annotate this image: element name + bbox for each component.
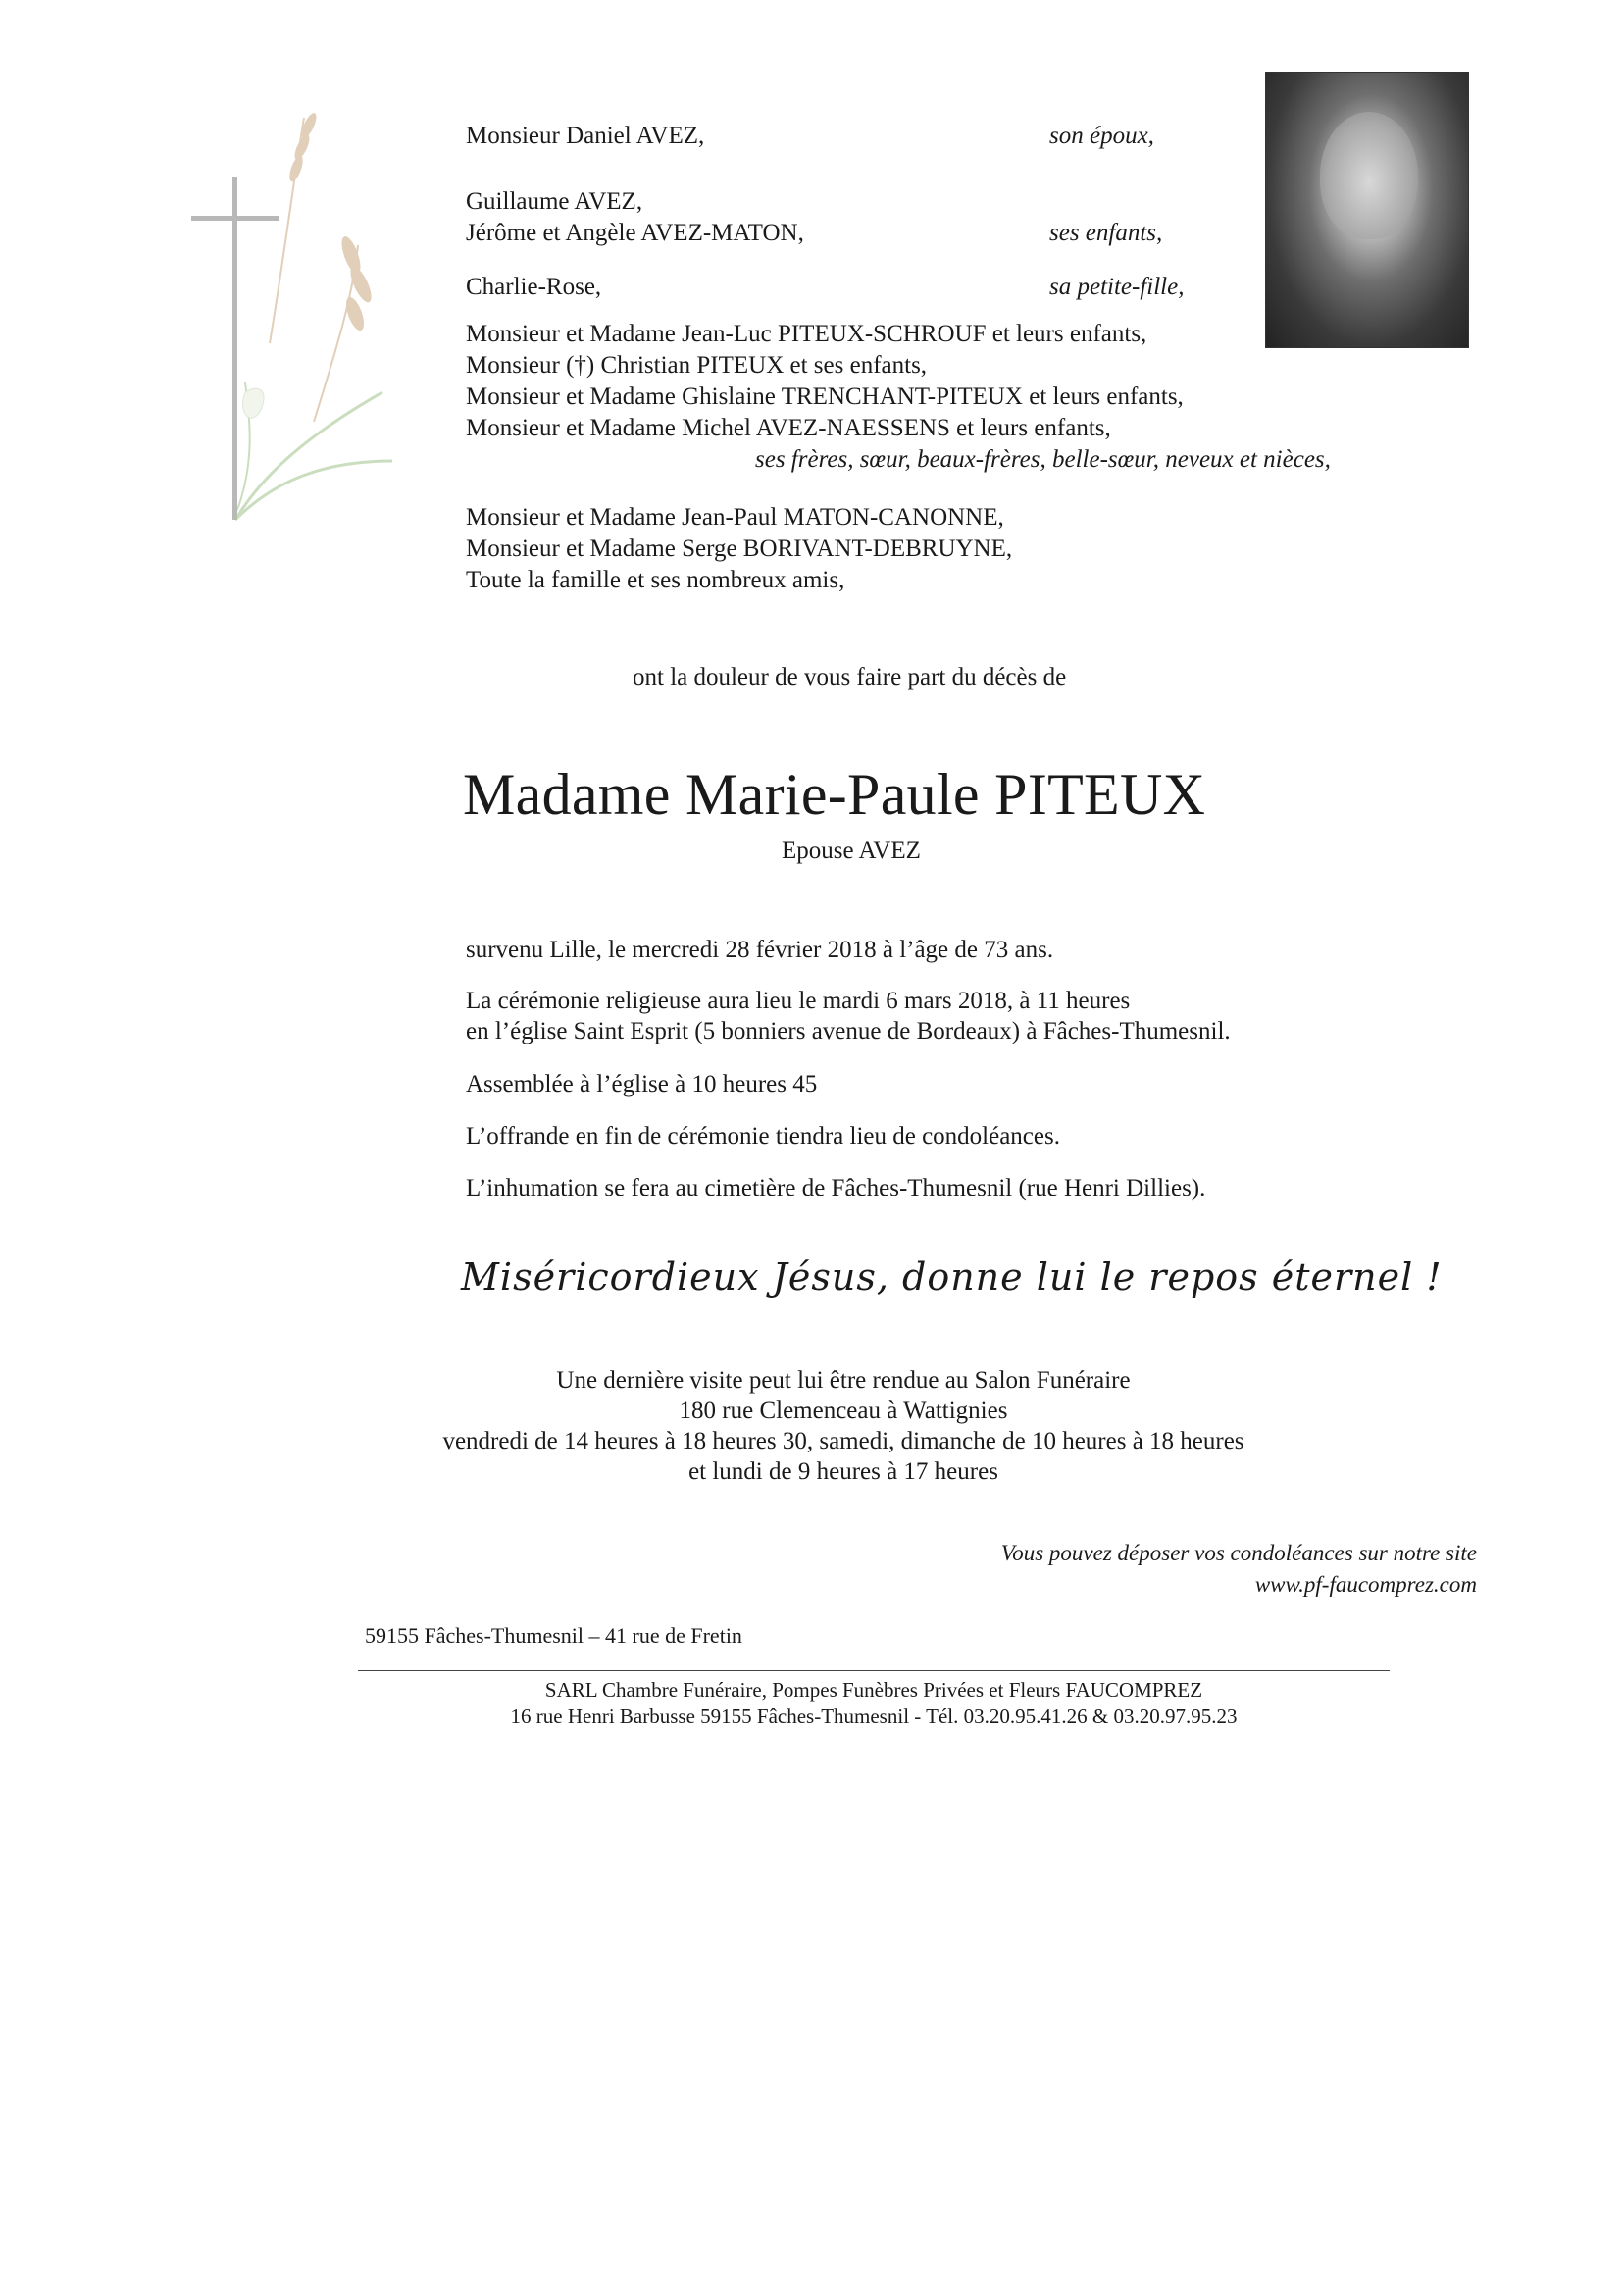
footer-contact: 16 rue Henri Barbusse 59155 Fâches-Thumesnil - Tél. 03.20.95.41.26 & 03.20.97.95.23 xyxy=(510,1705,1238,1728)
deceased-maiden-name: Epouse AVEZ xyxy=(782,838,921,864)
wheat-stalk-left xyxy=(270,111,319,343)
other-family-1: Monsieur et Madame Jean-Paul MATON-CANONNE, xyxy=(466,504,1004,531)
ceremony-line-1: La cérémonie religieuse aura lieu le mardi 6 mars 2018, à 11 heures xyxy=(466,988,1131,1014)
portrait-photo xyxy=(1265,72,1469,348)
prayer-line: Miséricordieux Jésus, donne lui le repos éternel ! xyxy=(461,1255,1443,1298)
children-relation: ses enfants, xyxy=(1049,220,1163,246)
visit-line-1: Une dernière visite peut lui être rendue au Salon Funéraire xyxy=(556,1367,1131,1394)
siblings-relation: ses frères, sœur, beaux-frères, belle-sœur, neveux et nièces, xyxy=(755,446,1331,473)
other-family-3: Toute la famille et ses nombreux amis, xyxy=(466,567,845,593)
sibling-line-4: Monsieur et Madame Michel AVEZ-NAESSENS et leurs enfants, xyxy=(466,415,1111,441)
cross-icon xyxy=(191,177,279,520)
condolences-text: Vous pouvez déposer vos condoléances sur notre site xyxy=(1000,1541,1477,1565)
cross-lily-decoration xyxy=(177,98,402,539)
offering-note: L’offrande en fin de cérémonie tiendra lieu de condoléances. xyxy=(466,1123,1060,1149)
assembly-time: Assemblée à l’église à 10 heures 45 xyxy=(466,1071,818,1097)
death-details: survenu Lille, le mercredi 28 février 2018 à l’âge de 73 ans. xyxy=(466,937,1054,963)
grandchild-name: Charlie-Rose, xyxy=(466,274,602,300)
ceremony-line-2: en l’église Saint Esprit (5 bonniers avenue de Bordeaux) à Fâches-Thumesnil. xyxy=(466,1018,1231,1044)
footer-company: SARL Chambre Funéraire, Pompes Funèbres Privées et Fleurs FAUCOMPREZ xyxy=(544,1678,1203,1702)
visit-line-3: vendredi de 14 heures à 18 heures 30, samedi, dimanche de 10 heures à 18 heures xyxy=(442,1428,1244,1454)
spouse-name: Monsieur Daniel AVEZ, xyxy=(466,123,705,149)
footer-divider xyxy=(358,1670,1390,1671)
wheat-stalk-right xyxy=(314,234,376,422)
address-line: 59155 Fâches-Thumesnil – 41 rue de Fretin xyxy=(365,1623,742,1648)
visit-line-2: 180 rue Clemenceau à Wattignies xyxy=(679,1398,1008,1424)
burial-details: L’inhumation se fera au cimetière de Fâches-Thumesnil (rue Henri Dillies). xyxy=(466,1175,1206,1201)
deceased-name: Madame Marie-Paule PITEUX xyxy=(463,762,1206,827)
grandchild-relation: sa petite-fille, xyxy=(1049,274,1185,300)
other-family-2: Monsieur et Madame Serge BORIVANT-DEBRUYNE, xyxy=(466,535,1013,562)
sibling-line-3: Monsieur et Madame Ghislaine TRENCHANT-PITEUX et leurs enfants, xyxy=(466,383,1184,410)
child-name-1: Guillaume AVEZ, xyxy=(466,188,643,215)
condolences-url[interactable]: www.pf-faucomprez.com xyxy=(1254,1572,1477,1597)
lily-leaves xyxy=(235,382,392,520)
child-name-2: Jérôme et Angèle AVEZ-MATON, xyxy=(466,220,804,246)
portrait-face xyxy=(1320,112,1418,239)
spouse-relation: son époux, xyxy=(1049,123,1154,149)
announcement-text: ont la douleur de vous faire part du décès de xyxy=(633,664,1067,690)
sibling-line-2: Monsieur (†) Christian PITEUX et ses enfants, xyxy=(466,352,928,379)
sibling-line-1: Monsieur et Madame Jean-Luc PITEUX-SCHROUF et leurs enfants, xyxy=(466,321,1147,347)
visit-line-4: et lundi de 9 heures à 17 heures xyxy=(688,1458,998,1485)
